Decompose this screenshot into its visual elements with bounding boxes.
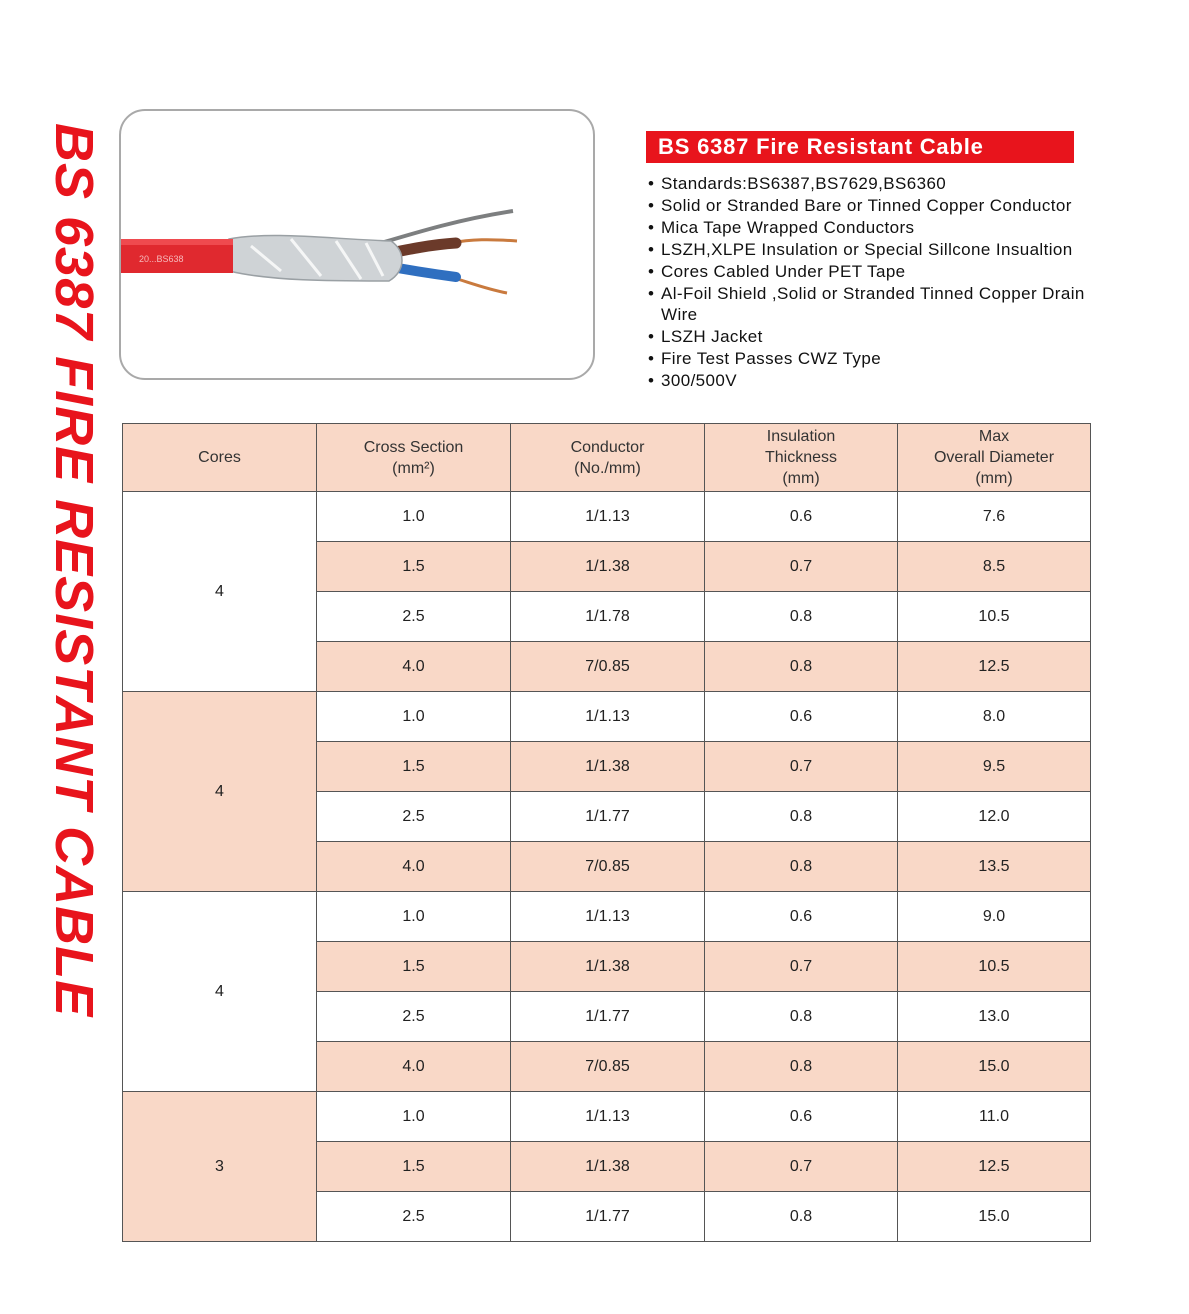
cross-section-cell: 1.0 bbox=[317, 692, 511, 742]
cross-section-cell: 1.0 bbox=[317, 492, 511, 542]
feature-item: • Mica Tape Wrapped Conductors bbox=[648, 217, 1118, 239]
feature-item: • 300/500V bbox=[648, 370, 1118, 392]
conductor-cell: 7/0.85 bbox=[511, 642, 705, 692]
cores-cell: 3 bbox=[123, 1092, 317, 1242]
cross-section-cell: 2.5 bbox=[317, 592, 511, 642]
insulation-cell: 0.6 bbox=[705, 1092, 898, 1142]
insulation-cell: 0.6 bbox=[705, 692, 898, 742]
table-row bbox=[123, 892, 1091, 942]
header-row bbox=[123, 424, 1091, 492]
diameter-cell: 13.5 bbox=[898, 842, 1091, 892]
header-cross-section: Cross Section (mm²) bbox=[317, 424, 511, 492]
feature-item: • Fire Test Passes CWZ Type bbox=[648, 348, 1118, 370]
conductor-cell: 1/1.38 bbox=[511, 1142, 705, 1192]
insulation-cell: 0.8 bbox=[705, 792, 898, 842]
insulation-cell: 0.8 bbox=[705, 992, 898, 1042]
table-row bbox=[123, 692, 1091, 742]
conductor-cell: 1/1.38 bbox=[511, 942, 705, 992]
diameter-cell: 12.5 bbox=[898, 1142, 1091, 1192]
cross-section-cell: 4.0 bbox=[317, 1042, 511, 1092]
cross-section-cell: 1.5 bbox=[317, 542, 511, 592]
insulation-cell: 0.7 bbox=[705, 942, 898, 992]
insulation-cell: 0.7 bbox=[705, 542, 898, 592]
conductor-cell: 1/1.38 bbox=[511, 542, 705, 592]
insulation-cell: 0.6 bbox=[705, 892, 898, 942]
table-row bbox=[123, 1092, 1091, 1142]
cable-print: 20...BS638 bbox=[139, 254, 184, 264]
feature-item: • Cores Cabled Under PET Tape bbox=[648, 261, 1118, 283]
spec-table bbox=[122, 423, 1091, 1242]
side-title bbox=[46, 123, 102, 1173]
diameter-cell: 8.0 bbox=[898, 692, 1091, 742]
diameter-cell: 8.5 bbox=[898, 542, 1091, 592]
header-insulation: Insulation Thickness (mm) bbox=[705, 424, 898, 492]
conductor-cell: 1/1.78 bbox=[511, 592, 705, 642]
feature-item: • LSZH,XLPE Insulation or Special Sillcone Insualtion bbox=[648, 239, 1118, 261]
cross-section-cell: 1.5 bbox=[317, 742, 511, 792]
conductor-cell: 1/1.77 bbox=[511, 792, 705, 842]
diameter-cell: 7.6 bbox=[898, 492, 1091, 542]
table-row bbox=[123, 492, 1091, 542]
cross-section-cell: 4.0 bbox=[317, 642, 511, 692]
insulation-cell: 0.8 bbox=[705, 842, 898, 892]
insulation-cell: 0.7 bbox=[705, 742, 898, 792]
cross-section-cell: 2.5 bbox=[317, 792, 511, 842]
cross-section-cell: 2.5 bbox=[317, 992, 511, 1042]
conductor-cell: 1/1.38 bbox=[511, 742, 705, 792]
diameter-cell: 15.0 bbox=[898, 1042, 1091, 1092]
conductor-cell: 1/1.13 bbox=[511, 692, 705, 742]
cores-cell: 4 bbox=[123, 492, 317, 692]
feature-item: • LSZH Jacket bbox=[648, 326, 1118, 348]
insulation-cell: 0.8 bbox=[705, 642, 898, 692]
cross-section-cell: 1.0 bbox=[317, 1092, 511, 1142]
diameter-cell: 13.0 bbox=[898, 992, 1091, 1042]
insulation-cell: 0.6 bbox=[705, 492, 898, 542]
section-heading: BS 6387 Fire Resistant Cable bbox=[646, 131, 1074, 163]
feature-item: • Standards:BS6387,BS7629,BS6360 bbox=[648, 173, 1118, 195]
header-diameter: Max Overall Diameter (mm) bbox=[898, 424, 1091, 492]
cores-cell: 4 bbox=[123, 692, 317, 892]
diameter-cell: 11.0 bbox=[898, 1092, 1091, 1142]
header-conductor: Conductor (No./mm) bbox=[511, 424, 705, 492]
diameter-cell: 15.0 bbox=[898, 1192, 1091, 1242]
insulation-cell: 0.8 bbox=[705, 1192, 898, 1242]
cross-section-cell: 1.5 bbox=[317, 942, 511, 992]
cross-section-cell: 1.0 bbox=[317, 892, 511, 942]
conductor-cell: 1/1.13 bbox=[511, 492, 705, 542]
cross-section-cell: 4.0 bbox=[317, 842, 511, 892]
diameter-cell: 12.0 bbox=[898, 792, 1091, 842]
cross-section-cell: 2.5 bbox=[317, 1192, 511, 1242]
diameter-cell: 10.5 bbox=[898, 942, 1091, 992]
cable-illustration bbox=[121, 111, 595, 380]
conductor-cell: 1/1.13 bbox=[511, 1092, 705, 1142]
cores-cell: 4 bbox=[123, 892, 317, 1092]
cross-section-cell: 1.5 bbox=[317, 1142, 511, 1192]
conductor-cell: 7/0.85 bbox=[511, 1042, 705, 1092]
diameter-cell: 10.5 bbox=[898, 592, 1091, 642]
feature-item: • Solid or Stranded Bare or Tinned Copper Conductor bbox=[648, 195, 1118, 217]
conductor-cell: 1/1.77 bbox=[511, 1192, 705, 1242]
foil-shield bbox=[229, 236, 402, 281]
cable-photo bbox=[119, 109, 595, 380]
side-title-text: BS 6387 FIRE RESISTANT CABLE bbox=[44, 123, 104, 1018]
header-cores: Cores bbox=[123, 424, 317, 492]
conductor-cell: 1/1.13 bbox=[511, 892, 705, 942]
diameter-cell: 9.0 bbox=[898, 892, 1091, 942]
diameter-cell: 12.5 bbox=[898, 642, 1091, 692]
diameter-cell: 9.5 bbox=[898, 742, 1091, 792]
conductor-cell: 7/0.85 bbox=[511, 842, 705, 892]
insulation-cell: 0.8 bbox=[705, 1042, 898, 1092]
insulation-cell: 0.7 bbox=[705, 1142, 898, 1192]
feature-list bbox=[648, 173, 1118, 392]
conductor-cell: 1/1.77 bbox=[511, 992, 705, 1042]
feature-item: • Al-Foil Shield ,Solid or Stranded Tinned Copper Drain Wire bbox=[648, 283, 1118, 327]
insulation-cell: 0.8 bbox=[705, 592, 898, 642]
